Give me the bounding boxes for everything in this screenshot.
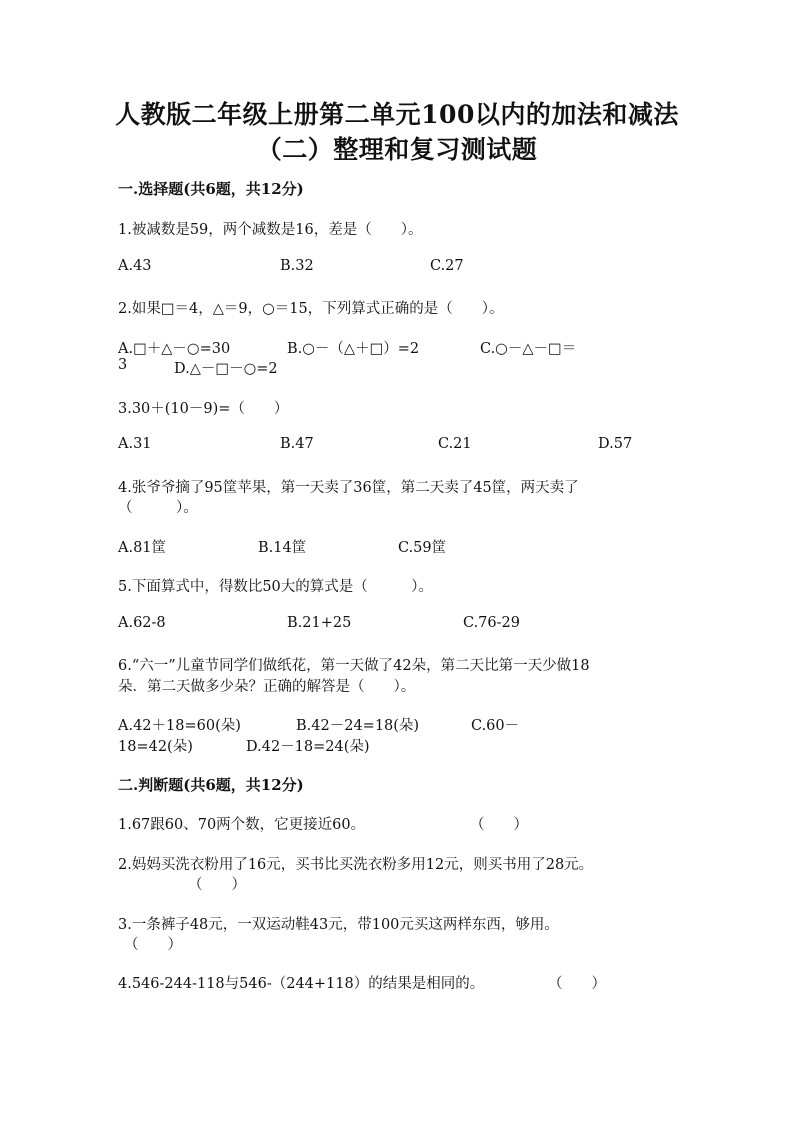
choice-q3-option-c: C.21 [438, 436, 472, 452]
choice-q6-stem-line-2: 朵．第二天做多少朵？正确的解答是（ ）。 [118, 679, 416, 695]
choice-q6-option-b: B.42－24=18(朵) [296, 718, 420, 734]
choice-q2-option-c-cont: 3 [118, 357, 128, 373]
choice-q2-option-a: A.□＋△－○=30 [118, 341, 231, 357]
choice-q4-option-c: C.59筐 [398, 540, 447, 556]
choice-q1-option-c: C.27 [430, 258, 464, 274]
choice-q1-option-b: B.32 [280, 258, 314, 274]
choice-q2-option-b: B.○－（△＋□）=2 [287, 341, 420, 357]
choice-q3-option-a: A.31 [118, 436, 152, 452]
choice-q2-option-d: D.△－□－○=2 [174, 361, 278, 377]
choice-q4-option-b: B.14筐 [258, 540, 307, 556]
choice-q6-option-a: A.42＋18=60(朵) [118, 718, 241, 734]
judge-q1-paren: （ ） [470, 817, 528, 833]
choice-q6-option-d: D.42－18=24(朵) [246, 739, 370, 755]
judge-q2-paren: （ ） [188, 877, 246, 893]
judge-q4-paren: （ ） [548, 976, 606, 992]
judge-q1-text: 1.67跟60、70两个数，它更接近60。 [118, 817, 366, 833]
choice-q3-option-d: D.57 [598, 436, 633, 452]
choice-q6-option-c: C.60－ [471, 718, 520, 734]
choice-q6-stem-line-1: 6.“六一”儿童节同学们做纸花，第一天做了42朵，第二天比第一天少做18 [118, 658, 590, 674]
judge-q4-text: 4.546-244-118与546-（244+118）的结果是相同的。 [118, 976, 485, 992]
title-line-2: （二）整理和复习测试题 [256, 135, 538, 164]
judge-q3-text: 3.一条裤子48元，一双运动鞋43元，带100元买这两样东西，够用。 [118, 917, 559, 933]
section-heading-choice: 一.选择题(共6题，共12分) [118, 180, 304, 198]
choice-q2-option-c: C.○－△－□＝ [480, 341, 577, 357]
choice-q5-option-c: C.76-29 [463, 615, 520, 631]
title-line-1: 人教版二年级上册第二单元100以内的加法和减法 [115, 100, 679, 129]
choice-q5-option-a: A.62-8 [118, 615, 166, 631]
judge-q2-text: 2.妈妈买洗衣粉用了16元，买书比买洗衣粉多用12元，则买书用了28元。 [118, 857, 594, 873]
choice-q4-option-a: A.81筐 [118, 540, 167, 556]
choice-q5-stem: 5.下面算式中，得数比50大的算式是（ ）。 [118, 579, 434, 595]
choice-q5-option-b: B.21+25 [287, 615, 352, 631]
choice-q4-stem-line-1: 4.张爷爷摘了95筐苹果，第一天卖了36筐，第二天卖了45筐，两天卖了 [118, 480, 579, 496]
choice-q3-stem: 3.30＋(10－9)=（ ） [118, 401, 289, 417]
choice-q2-stem: 2.如果□＝4，△＝9，○＝15，下列算式正确的是（ ）。 [118, 301, 504, 317]
choice-q6-option-c-cont: 18=42(朵) [118, 739, 193, 755]
choice-q1-option-a: A.43 [118, 258, 152, 274]
judge-q3-paren: （ ） [124, 937, 182, 953]
choice-q3-option-b: B.47 [280, 436, 314, 452]
choice-q1-stem: 1.被减数是59，两个减数是16，差是（ ）。 [118, 222, 423, 238]
section-heading-judge: 二.判断题(共6题，共12分) [118, 776, 304, 794]
choice-q4-stem-line-2: （ ）。 [118, 500, 198, 516]
